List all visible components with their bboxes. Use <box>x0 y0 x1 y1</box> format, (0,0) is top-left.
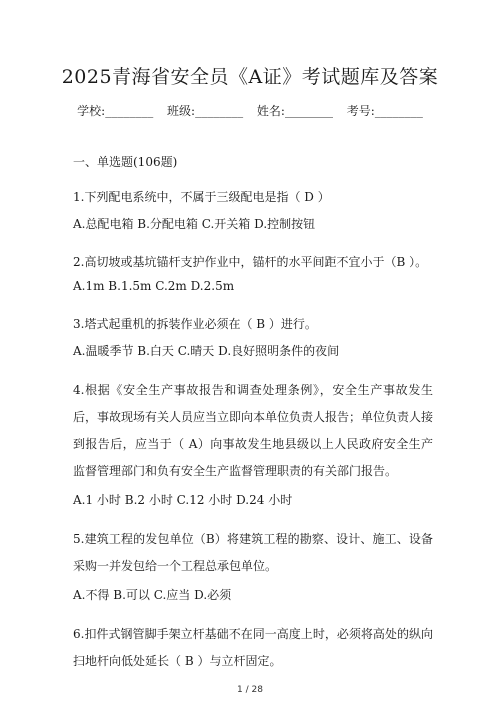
question-4 <box>73 377 433 512</box>
question-options: A.1 小时 B.2 小时 C.12 小时 D.24 小时 <box>73 493 293 507</box>
section-heading: 一、单选题(106题) <box>73 155 178 169</box>
question-1 <box>73 185 433 236</box>
student-info-fields <box>0 102 500 119</box>
school-field: 学校:________ <box>77 104 154 118</box>
question-stem: 3.塔式起重机的拆装作业必须在（ B ）进行。 <box>73 317 317 331</box>
question-list <box>73 150 433 675</box>
question-options: A.总配电箱 B.分配电箱 C.开关箱 D.控制按钮 <box>73 217 316 231</box>
name-field: 姓名:________ <box>256 104 333 118</box>
question-options: A.温暖季节 B.白天 C.晴天 D.良好照明条件的夜间 <box>73 344 340 358</box>
question-6 <box>73 621 433 675</box>
question-stem: 1.下列配电系统中，不属于三级配电是指（ D ） <box>73 190 330 204</box>
class-field: 班级:________ <box>167 104 244 118</box>
question-5 <box>73 526 433 607</box>
question-stem: 2.高切坡或基坑锚杆支护作业中，锚杆的水平间距不宜小于（B ）。 <box>73 255 428 269</box>
question-2 <box>73 250 433 298</box>
question-options: A.1m B.1.5m C.2m D.2.5m <box>73 279 235 293</box>
question-3 <box>73 312 433 363</box>
question-stem: 4.根据《安全生产事故报告和调查处理条例》，安全生产事故发生后，事故现场有关人员应当立即向本单位负责人报告；单位负责人接到报告后，应当于（ A）向事故发生地县级以上人民政府安全生产监督管理部门和负有安全生产监督管理职责的有关部门报告。 <box>73 383 434 478</box>
page-number: 1 / 28 <box>237 685 263 695</box>
document-title: 2025青海省安全员《A证》考试题库及答案 <box>61 66 439 88</box>
question-stem: 5.建筑工程的发包单位（B）将建筑工程的勘察、设计、施工、设备采购一并发包给一个工程总承包单位。 <box>73 532 433 573</box>
question-options: A.不得 B.可以 C.应当 D.必须 <box>73 588 232 602</box>
exam-number-field: 考号:________ <box>346 104 423 118</box>
question-stem: 6.扣件式钢管脚手架立杆基础不在同一高度上时，必须将高处的纵向扫地杆向低处延长（ B ）与立杆固定。 <box>73 627 433 668</box>
